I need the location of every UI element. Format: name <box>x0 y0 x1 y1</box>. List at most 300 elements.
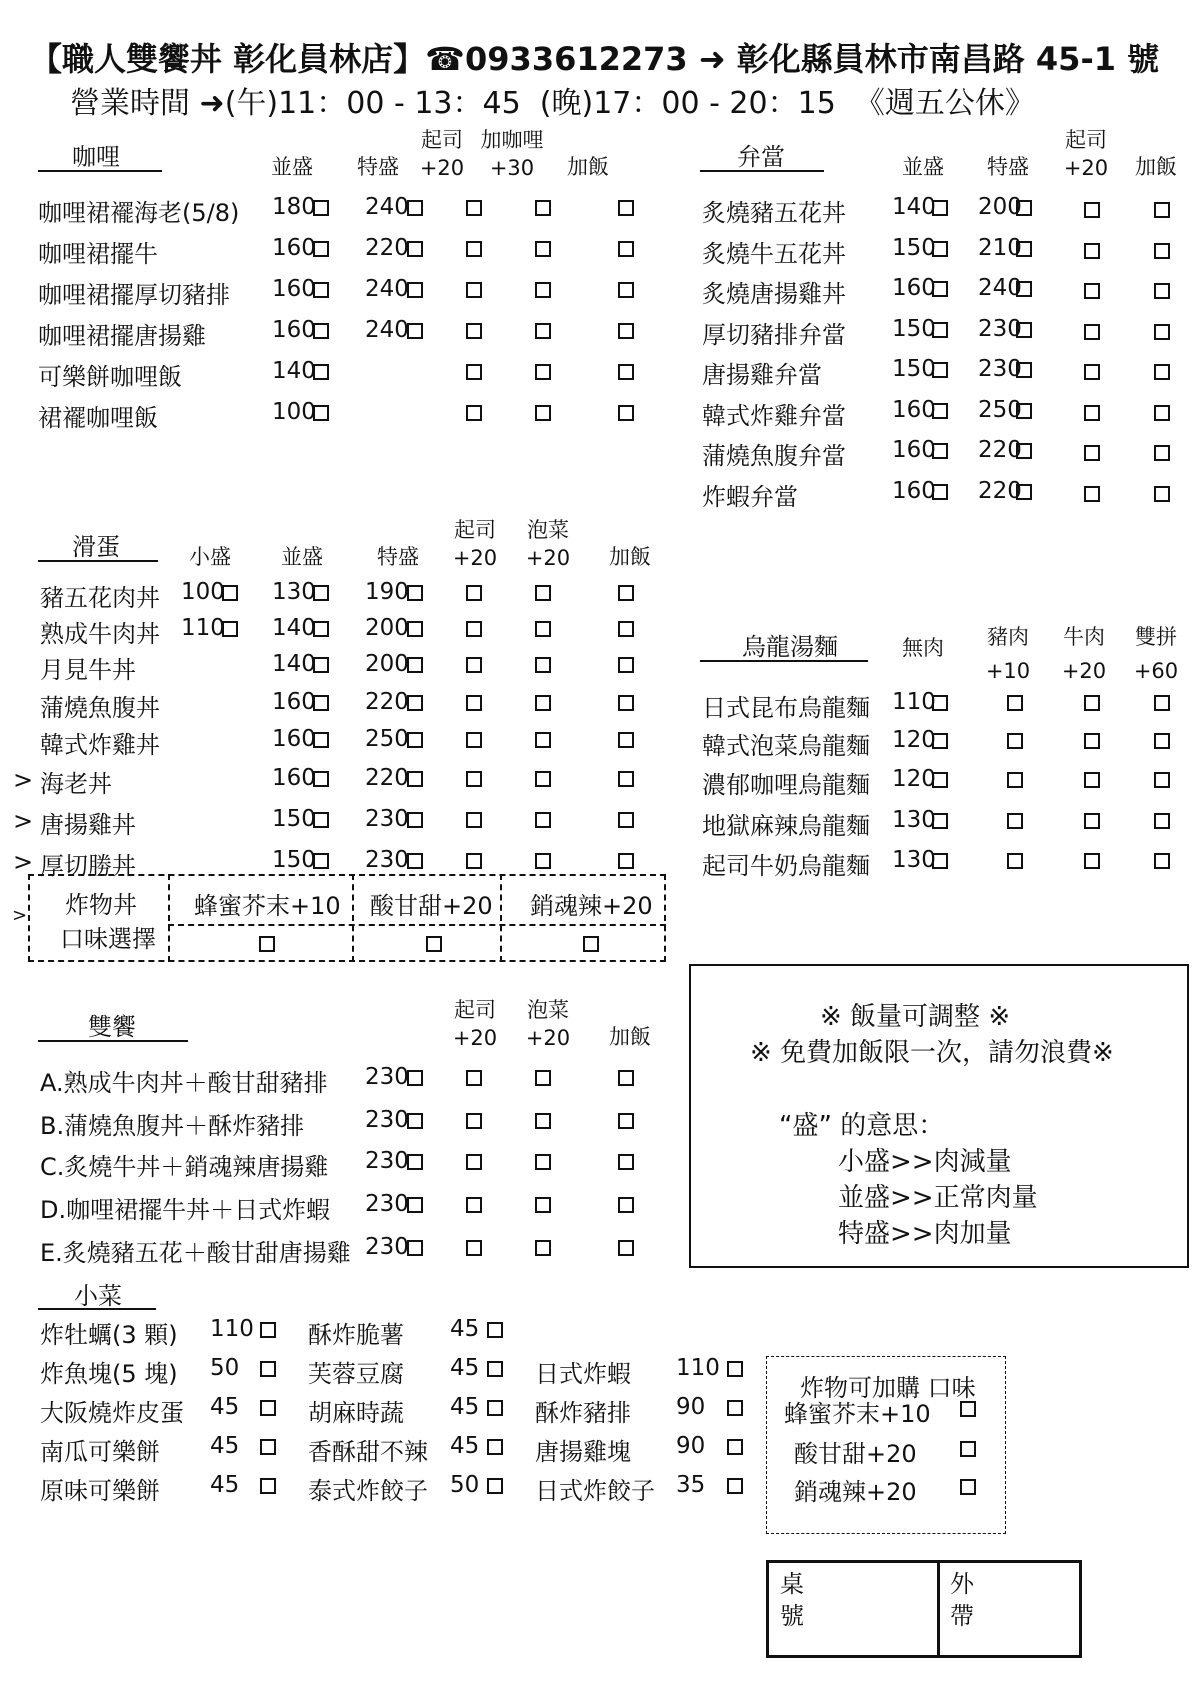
checkbox[interactable] <box>1084 853 1100 869</box>
udon-title-rule <box>700 660 868 662</box>
price: 190 <box>365 579 409 605</box>
checkbox[interactable] <box>1084 405 1100 421</box>
menu-item-name: 裙襬咖哩飯 <box>38 404 158 432</box>
checkbox[interactable] <box>535 282 551 298</box>
checkbox[interactable] <box>618 200 634 216</box>
price: 110 <box>892 689 936 715</box>
egg-title-rule <box>38 560 158 562</box>
addon-option: 銷魂辣+20 <box>794 1478 917 1506</box>
bento-title-rule <box>700 170 824 172</box>
checkbox[interactable] <box>313 323 329 339</box>
side-item-name: 大阪燒炸皮蛋 <box>40 1399 184 1427</box>
hours-label: 營業時間 <box>70 86 190 121</box>
checkbox[interactable] <box>1084 364 1100 380</box>
col-head: 雙拼 +60 <box>1133 625 1179 683</box>
store-address: 彰化縣員林市南昌路 45-1 號 <box>736 40 1160 78</box>
checkbox[interactable] <box>487 1400 503 1416</box>
menu-item-name: 韓式炸雞丼 <box>40 731 160 759</box>
checkbox[interactable] <box>535 364 551 380</box>
checkbox[interactable] <box>313 364 329 380</box>
checkbox[interactable] <box>260 1478 276 1494</box>
price: 45 <box>210 1472 240 1498</box>
price: 160 <box>892 437 936 463</box>
menu-item-name: 蒲燒魚腹丼 <box>40 694 160 722</box>
checkbox[interactable] <box>222 621 238 637</box>
checkbox[interactable] <box>407 1197 423 1213</box>
checkbox[interactable] <box>407 1154 423 1170</box>
price: 160 <box>892 396 936 423</box>
checkbox[interactable] <box>960 1401 976 1417</box>
menu-item-name: 起司牛奶烏龍麵 <box>702 852 870 880</box>
checkbox[interactable] <box>466 405 482 421</box>
side-item-name: 芙蓉豆腐 <box>308 1360 404 1388</box>
checkbox[interactable] <box>535 657 551 673</box>
checkbox[interactable] <box>618 1240 634 1256</box>
checkbox[interactable] <box>932 853 948 869</box>
checkbox[interactable] <box>727 1439 743 1455</box>
price: 240 <box>365 276 409 302</box>
checkbox[interactable] <box>313 200 329 216</box>
checkbox[interactable] <box>727 1400 743 1416</box>
checkbox[interactable] <box>407 241 423 257</box>
menu-item-name: 炙燒唐揚雞丼 <box>702 280 846 308</box>
checkbox[interactable] <box>407 200 423 216</box>
price: 90 <box>676 1433 706 1459</box>
checkbox[interactable] <box>1154 772 1170 788</box>
checkbox[interactable] <box>1084 813 1100 829</box>
flavor-checkbox[interactable] <box>583 936 599 952</box>
checkbox[interactable] <box>535 732 551 748</box>
checkbox[interactable] <box>727 1478 743 1494</box>
fried-flavor-divider <box>352 874 354 962</box>
checkbox[interactable] <box>313 695 329 711</box>
col-head: 加飯 <box>609 1025 651 1049</box>
price: 160 <box>892 275 936 301</box>
checkbox[interactable] <box>1084 202 1100 218</box>
col-head: 起司 +20 <box>452 998 498 1050</box>
price: 230 <box>978 315 1022 342</box>
bento-title: 弁當 <box>737 143 785 171</box>
menu-item-name: 咖哩裙襬海老(5/8) <box>38 199 240 227</box>
checkbox[interactable] <box>313 621 329 637</box>
price: 45 <box>450 1433 480 1459</box>
checkbox[interactable] <box>466 695 482 711</box>
checkbox[interactable] <box>466 1197 482 1213</box>
fried-flavor-label-2: 口味選擇 <box>60 925 156 953</box>
col-head: 特盛 <box>987 155 1029 179</box>
checkbox[interactable] <box>932 200 948 216</box>
checkbox[interactable] <box>1084 445 1100 461</box>
checkbox[interactable] <box>1016 200 1032 216</box>
side-item-name: 炸魚塊(5 塊) <box>40 1360 178 1388</box>
fried-flavor-divider <box>500 874 502 962</box>
price: 220 <box>365 235 409 261</box>
checkbox[interactable] <box>932 484 948 500</box>
checkbox[interactable] <box>618 732 634 748</box>
checkbox[interactable] <box>313 657 329 673</box>
checkbox[interactable] <box>932 362 948 378</box>
checkbox[interactable] <box>1084 283 1100 299</box>
price: 220 <box>978 477 1022 504</box>
price: 45 <box>450 1394 480 1420</box>
menu-item-name: 唐揚雞丼 <box>40 811 136 839</box>
checkbox[interactable] <box>618 323 634 339</box>
checkbox[interactable] <box>535 621 551 637</box>
checkbox[interactable] <box>1084 486 1100 502</box>
checkbox[interactable] <box>535 812 551 828</box>
checkbox[interactable] <box>618 1197 634 1213</box>
side-item-name: 香酥甜不辣 <box>308 1438 428 1466</box>
checkbox[interactable] <box>932 443 948 459</box>
col-head: 豬肉 +10 <box>985 625 1031 683</box>
price: 230 <box>978 356 1022 382</box>
checkbox[interactable] <box>932 241 948 257</box>
checkbox[interactable] <box>407 657 423 673</box>
col-head: 起司 +20 <box>419 128 465 180</box>
checkbox[interactable] <box>535 1154 551 1170</box>
checkbox[interactable] <box>618 364 634 380</box>
checkbox[interactable] <box>1154 813 1170 829</box>
checkbox[interactable] <box>260 1322 276 1338</box>
checkbox[interactable] <box>313 585 329 601</box>
fried-flavor-hline <box>168 924 666 926</box>
checkbox[interactable] <box>1016 281 1032 297</box>
checkbox[interactable] <box>932 695 948 711</box>
checkbox[interactable] <box>535 323 551 339</box>
double-title-rule <box>38 1040 188 1042</box>
checkbox[interactable] <box>222 585 238 601</box>
col-head: 起司 +20 <box>452 518 498 570</box>
price: 230 <box>365 1148 409 1174</box>
checkbox[interactable] <box>466 812 482 828</box>
checkbox[interactable] <box>618 282 634 298</box>
checkbox[interactable] <box>1084 324 1100 340</box>
checkbox[interactable] <box>618 771 634 787</box>
checkbox[interactable] <box>407 585 423 601</box>
checkbox[interactable] <box>535 1197 551 1213</box>
checkbox[interactable] <box>618 621 634 637</box>
checkbox[interactable] <box>487 1439 503 1455</box>
price: 160 <box>892 477 936 504</box>
price: 220 <box>365 765 409 791</box>
checkbox[interactable] <box>466 1240 482 1256</box>
menu-item-name: 濃郁咖哩烏龍麵 <box>702 771 870 799</box>
table-number-label: 桌 號 <box>780 1570 804 1630</box>
col-head: 加飯 <box>1135 155 1177 179</box>
checkbox[interactable] <box>466 282 482 298</box>
note-line-5: 並盛>>正常肉量 <box>838 1183 1038 1213</box>
addon-title: 炸物可加購 口味 <box>800 1374 976 1402</box>
table-box-divider <box>937 1560 940 1658</box>
price: 240 <box>978 275 1022 301</box>
checkbox[interactable] <box>535 405 551 421</box>
udon-title: 烏龍湯麵 <box>742 633 838 661</box>
side-item-name: 酥炸豬排 <box>535 1399 631 1427</box>
checkbox[interactable] <box>313 282 329 298</box>
flavor-checkbox[interactable] <box>426 936 442 952</box>
price: 130 <box>892 807 936 833</box>
price: 230 <box>365 847 409 873</box>
checkbox[interactable] <box>407 732 423 748</box>
checkbox[interactable] <box>407 853 423 869</box>
side-item-name: 日式炸餃子 <box>535 1477 655 1505</box>
checkbox[interactable] <box>407 282 423 298</box>
menu-item-name: 厚切勝丼 <box>40 852 136 880</box>
checkbox[interactable] <box>932 813 948 829</box>
checkbox[interactable] <box>618 657 634 673</box>
price: 45 <box>210 1433 240 1459</box>
checkbox[interactable] <box>1016 443 1032 459</box>
checkbox[interactable] <box>1154 243 1170 259</box>
header-line-2 <box>70 78 1035 122</box>
menu-item-name: 月見牛丼 <box>40 656 136 684</box>
side-item-name: 原味可樂餅 <box>40 1477 160 1505</box>
checkbox[interactable] <box>535 695 551 711</box>
checkbox[interactable] <box>618 1154 634 1170</box>
col-head: 並盛 <box>271 155 313 179</box>
price: 110 <box>210 1316 254 1342</box>
checkbox[interactable] <box>313 771 329 787</box>
checkbox[interactable] <box>960 1441 976 1457</box>
checkbox[interactable] <box>466 771 482 787</box>
checkbox[interactable] <box>1154 733 1170 749</box>
checkbox[interactable] <box>466 1154 482 1170</box>
row-marker: > <box>13 766 34 794</box>
menu-item-name: 熟成牛肉丼 <box>40 620 160 648</box>
checkbox[interactable] <box>466 1113 482 1129</box>
checkbox[interactable] <box>487 1478 503 1494</box>
checkbox[interactable] <box>466 1070 482 1086</box>
checkbox[interactable] <box>1154 283 1170 299</box>
col-head: 起司 +20 <box>1063 128 1109 180</box>
checkbox[interactable] <box>932 403 948 419</box>
price: 45 <box>210 1394 240 1420</box>
checkbox[interactable] <box>618 695 634 711</box>
col-head: 加咖哩 +30 <box>480 128 544 180</box>
checkbox[interactable] <box>260 1400 276 1416</box>
checkbox[interactable] <box>618 1113 634 1129</box>
checkbox[interactable] <box>1016 362 1032 378</box>
checkbox[interactable] <box>407 1240 423 1256</box>
col-head: 加飯 <box>609 545 651 569</box>
note-line-6: 特盛>>肉加量 <box>838 1219 1012 1249</box>
price: 140 <box>892 194 936 220</box>
price: 200 <box>978 194 1022 220</box>
col-head: 泡菜 +20 <box>525 518 571 570</box>
checkbox[interactable] <box>1084 772 1100 788</box>
checkbox[interactable] <box>260 1361 276 1377</box>
checkbox[interactable] <box>1154 202 1170 218</box>
curry-title: 咖哩 <box>72 143 120 171</box>
menu-item-name: 蒲燒魚腹弁當 <box>702 442 846 470</box>
checkbox[interactable] <box>1154 445 1170 461</box>
checkbox[interactable] <box>1154 486 1170 502</box>
checkbox[interactable] <box>1016 241 1032 257</box>
price: 150 <box>272 847 316 873</box>
checkbox[interactable] <box>313 812 329 828</box>
checkbox[interactable] <box>466 364 482 380</box>
col-head: 泡菜 +20 <box>525 998 571 1050</box>
checkbox[interactable] <box>1154 324 1170 340</box>
price: 180 <box>272 194 316 220</box>
checkbox[interactable] <box>407 621 423 637</box>
menu-item-name: E.炙燒豬五花＋酸甘甜唐揚雞 <box>40 1239 351 1267</box>
checkbox[interactable] <box>535 200 551 216</box>
checkbox[interactable] <box>932 281 948 297</box>
checkbox[interactable] <box>535 771 551 787</box>
checkbox[interactable] <box>618 853 634 869</box>
egg-title: 滑蛋 <box>72 533 120 561</box>
checkbox[interactable] <box>407 771 423 787</box>
price: 120 <box>892 727 936 753</box>
checkbox[interactable] <box>1154 695 1170 711</box>
side-item-name: 胡麻時蔬 <box>308 1399 404 1427</box>
flavor-checkbox[interactable] <box>259 936 275 952</box>
checkbox[interactable] <box>407 1070 423 1086</box>
checkbox[interactable] <box>1007 733 1023 749</box>
side-item-name: 日式炸蝦 <box>535 1360 631 1388</box>
col-head: 並盛 <box>902 155 944 179</box>
price: 160 <box>272 317 316 343</box>
checkbox[interactable] <box>1016 484 1032 500</box>
price: 240 <box>365 317 409 343</box>
checkbox[interactable] <box>535 241 551 257</box>
checkbox[interactable] <box>260 1439 276 1455</box>
checkbox[interactable] <box>407 812 423 828</box>
sides-title: 小菜 <box>74 1282 122 1310</box>
menu-item-name: 炙燒豬五花丼 <box>702 199 846 227</box>
menu-item-name: 韓式泡菜烏龍麵 <box>702 732 870 760</box>
price: 140 <box>272 615 316 641</box>
checkbox[interactable] <box>932 322 948 338</box>
checkbox[interactable] <box>1154 853 1170 869</box>
fried-flavor-marker: > <box>12 905 28 926</box>
price: 230 <box>365 1064 409 1090</box>
checkbox[interactable] <box>466 621 482 637</box>
price: 150 <box>272 806 316 832</box>
menu-item-name: C.炙燒牛丼＋銷魂辣唐揚雞 <box>40 1153 329 1181</box>
checkbox[interactable] <box>407 323 423 339</box>
checkbox[interactable] <box>1007 813 1023 829</box>
price: 160 <box>272 235 316 261</box>
checkbox[interactable] <box>313 405 329 421</box>
flavor-option-spicy: 銷魂辣+20 <box>530 892 653 920</box>
checkbox[interactable] <box>535 1070 551 1086</box>
phone-icon: ☎ <box>425 40 466 78</box>
flavor-option-sweet-sour: 酸甘甜+20 <box>370 892 493 920</box>
price: 50 <box>210 1355 240 1381</box>
checkbox[interactable] <box>487 1361 503 1377</box>
menu-item-name: 咖哩裙擺牛 <box>38 240 158 268</box>
price: 120 <box>892 766 936 792</box>
menu-item-name: A.熟成牛肉丼＋酸甘甜豬排 <box>40 1069 328 1097</box>
col-head: 小盛 <box>189 545 231 569</box>
price: 160 <box>272 276 316 302</box>
side-item-name: 泰式炸餃子 <box>308 1477 428 1505</box>
checkbox[interactable] <box>1016 322 1032 338</box>
price: 45 <box>450 1355 480 1381</box>
flavor-option-honey-mustard: 蜂蜜芥末+10 <box>194 892 341 920</box>
price: 200 <box>365 651 409 677</box>
curry-title-rule <box>38 170 162 172</box>
checkbox[interactable] <box>727 1361 743 1377</box>
checkbox[interactable] <box>618 1070 634 1086</box>
price: 250 <box>978 396 1022 423</box>
price: 220 <box>365 689 409 715</box>
checkbox[interactable] <box>313 732 329 748</box>
menu-item-name: 炸蝦弁當 <box>702 482 798 511</box>
row-marker: > <box>13 848 34 876</box>
checkbox[interactable] <box>466 241 482 257</box>
price: 250 <box>365 726 409 752</box>
dinner-hours: (晚)17：00 - 20：15 <box>539 86 836 121</box>
checkbox[interactable] <box>407 1113 423 1129</box>
checkbox[interactable] <box>1007 772 1023 788</box>
price: 110 <box>676 1355 720 1381</box>
addon-option: 蜂蜜芥末+10 <box>784 1400 931 1428</box>
menu-item-name: 豬五花肉丼 <box>40 584 160 612</box>
store-name: 【職人雙饗丼 彰化員林店】 <box>30 40 426 78</box>
checkbox[interactable] <box>466 853 482 869</box>
fried-flavor-label-1: 炸物丼 <box>65 891 137 919</box>
checkbox[interactable] <box>535 1113 551 1129</box>
note-line-1: ※ 飯量可調整 ※ <box>820 1002 1011 1032</box>
price: 100 <box>272 399 316 425</box>
checkbox[interactable] <box>618 405 634 421</box>
checkbox[interactable] <box>618 812 634 828</box>
phone-number: 0933612273 <box>465 40 688 78</box>
checkbox[interactable] <box>1154 405 1170 421</box>
checkbox[interactable] <box>407 695 423 711</box>
checkbox[interactable] <box>618 585 634 601</box>
menu-item-name: 咖哩裙擺唐揚雞 <box>38 322 206 350</box>
checkbox[interactable] <box>1084 243 1100 259</box>
checkbox[interactable] <box>932 733 948 749</box>
checkbox[interactable] <box>466 657 482 673</box>
arrow-right-icon: ➜ <box>698 40 726 78</box>
col-head: 特盛 <box>357 155 399 179</box>
price: 110 <box>181 615 225 641</box>
price: 210 <box>978 234 1022 261</box>
checkbox[interactable] <box>1084 733 1100 749</box>
checkbox[interactable] <box>313 853 329 869</box>
col-head: 特盛 <box>377 545 419 569</box>
checkbox[interactable] <box>535 853 551 869</box>
checkbox[interactable] <box>1154 364 1170 380</box>
side-item-name: 炸牡蠣(3 顆) <box>40 1321 178 1349</box>
checkbox[interactable] <box>466 585 482 601</box>
checkbox[interactable] <box>1007 853 1023 869</box>
menu-item-name: D.咖哩裙擺牛丼＋日式炸蝦 <box>40 1196 331 1224</box>
price: 160 <box>272 765 316 791</box>
checkbox[interactable] <box>1016 403 1032 419</box>
price: 230 <box>365 1234 409 1260</box>
checkbox[interactable] <box>535 1240 551 1256</box>
checkbox[interactable] <box>618 241 634 257</box>
checkbox[interactable] <box>466 200 482 216</box>
checkbox[interactable] <box>932 772 948 788</box>
checkbox[interactable] <box>487 1322 503 1338</box>
checkbox[interactable] <box>466 732 482 748</box>
note-line-4: 小盛>>肉減量 <box>838 1147 1012 1177</box>
checkbox[interactable] <box>466 323 482 339</box>
checkbox[interactable] <box>313 241 329 257</box>
checkbox[interactable] <box>1007 695 1023 711</box>
checkbox[interactable] <box>1084 695 1100 711</box>
col-head: 加飯 <box>567 155 609 179</box>
checkbox[interactable] <box>960 1479 976 1495</box>
checkbox[interactable] <box>535 585 551 601</box>
